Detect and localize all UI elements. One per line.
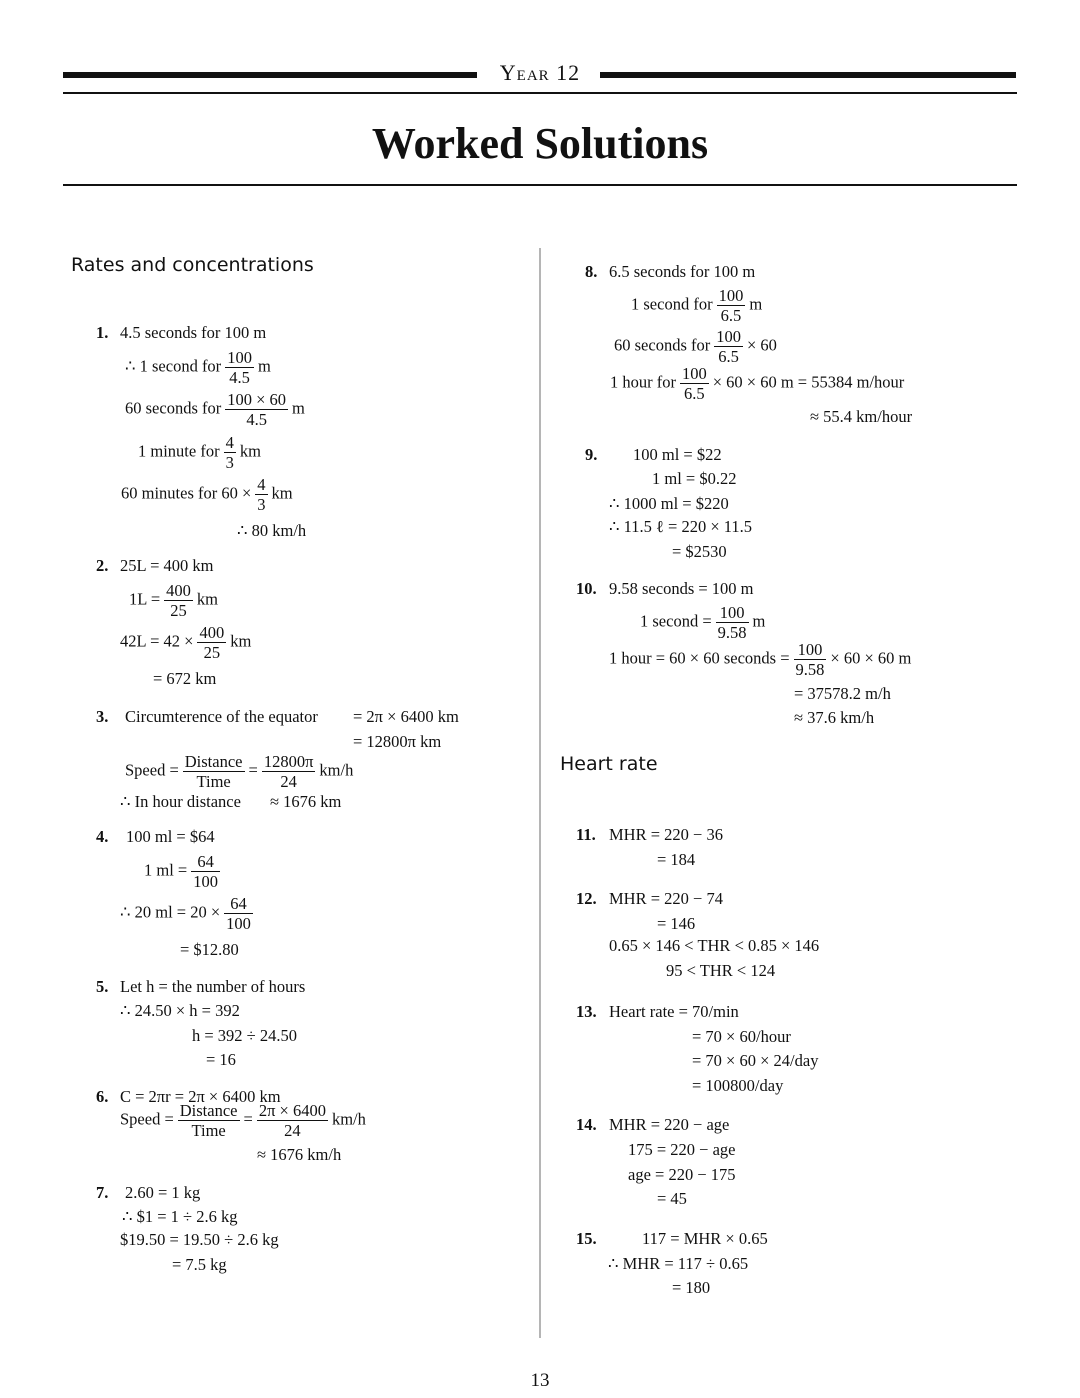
text: km bbox=[230, 631, 252, 651]
solution-line: ≈ 1676 km/h bbox=[257, 1145, 342, 1164]
solution-line: C = 2πr = 2π × 6400 km bbox=[120, 1087, 281, 1106]
solution-line bbox=[129, 581, 218, 620]
question-number: 11. bbox=[576, 825, 596, 844]
numerator: 4 bbox=[257, 475, 266, 494]
denominator: 100 bbox=[193, 872, 218, 891]
solution-line: age = 220 − 175 bbox=[628, 1165, 736, 1184]
section-heading-heart-rate: Heart rate bbox=[560, 753, 658, 775]
solution-line: Heart rate = 70/min bbox=[609, 1002, 739, 1021]
solution-line: = $12.80 bbox=[180, 940, 239, 959]
denominator: 100 bbox=[226, 914, 251, 933]
denominator: 9.58 bbox=[717, 623, 747, 642]
solution-line: 25L = 400 km bbox=[120, 556, 214, 575]
solution-line: ∴ In hour distance bbox=[120, 792, 241, 811]
fraction bbox=[164, 581, 193, 620]
question-number: 10. bbox=[576, 579, 597, 598]
header-rule-right bbox=[600, 72, 1016, 78]
text: Speed = bbox=[120, 1109, 174, 1129]
solution-line bbox=[631, 286, 762, 325]
text: ∴ 20 ml = 20 × bbox=[120, 902, 221, 922]
text: km/h bbox=[331, 1109, 366, 1129]
solution-line: MHR = 220 − age bbox=[609, 1115, 730, 1134]
fraction bbox=[225, 348, 254, 387]
numerator: 400 bbox=[199, 623, 225, 642]
text: × 60 × 60 m bbox=[830, 648, 912, 668]
solution-line: = 70 × 60/hour bbox=[692, 1027, 791, 1046]
text: = bbox=[248, 760, 258, 780]
solution-line bbox=[614, 327, 777, 366]
question-number: 8. bbox=[585, 262, 598, 281]
text: × 60 × 60 m = 55384 m/hour bbox=[712, 372, 905, 392]
fraction bbox=[716, 603, 749, 642]
text: 42L = 42 × bbox=[120, 631, 194, 651]
solution-line: $19.50 = 19.50 ÷ 2.6 kg bbox=[120, 1230, 279, 1249]
header-rule-left bbox=[63, 72, 477, 78]
solution-line bbox=[610, 364, 904, 403]
solution-line: 6.5 seconds for 100 m bbox=[609, 262, 756, 281]
solution-line: 4.5 seconds for 100 m bbox=[120, 323, 267, 342]
page-number: 13 bbox=[530, 1370, 550, 1391]
solution-line bbox=[121, 475, 293, 514]
solution-line bbox=[120, 1101, 366, 1140]
fraction bbox=[224, 894, 253, 933]
column-divider bbox=[539, 248, 541, 1338]
solution-line bbox=[120, 623, 251, 662]
numerator: 100 bbox=[227, 348, 252, 367]
text: 1 minute for bbox=[138, 441, 220, 461]
question-number: 3. bbox=[96, 707, 109, 726]
numerator: 12800π bbox=[263, 752, 314, 771]
solution-line: = 7.5 kg bbox=[172, 1255, 227, 1274]
text: 1 ml = bbox=[144, 860, 188, 880]
solution-line: 1 ml = $0.22 bbox=[652, 469, 737, 488]
solution-line: = 184 bbox=[657, 850, 696, 869]
solution-line: = 45 bbox=[657, 1189, 687, 1208]
question-number: 13. bbox=[576, 1002, 597, 1021]
text: 60 minutes for 60 × bbox=[121, 483, 252, 503]
numerator: 100 × 60 bbox=[227, 390, 287, 409]
fraction bbox=[714, 327, 743, 366]
solution-line: ≈ 1676 km bbox=[270, 792, 342, 811]
question-number: 15. bbox=[576, 1229, 597, 1248]
numerator: 100 bbox=[794, 640, 827, 660]
fraction bbox=[197, 623, 226, 662]
fraction bbox=[257, 1101, 328, 1140]
denominator: 24 bbox=[284, 1121, 301, 1140]
denominator: Time bbox=[196, 772, 231, 791]
fraction bbox=[680, 364, 709, 403]
solution-line bbox=[125, 390, 305, 429]
text: km/h bbox=[319, 760, 354, 780]
solution-line: Circumterence of the equator bbox=[125, 707, 318, 726]
solution-line: ∴ 1000 ml = $220 bbox=[609, 494, 729, 513]
title-rule bbox=[63, 184, 1017, 186]
solution-line bbox=[125, 752, 353, 791]
question-number: 14. bbox=[576, 1115, 597, 1134]
text: 1 hour for bbox=[610, 372, 676, 392]
text: km bbox=[271, 483, 293, 503]
denominator: 3 bbox=[225, 453, 234, 472]
solution-line: = 672 km bbox=[153, 669, 217, 688]
numerator: 2π × 6400 bbox=[258, 1101, 326, 1120]
numerator: 100 bbox=[716, 327, 741, 346]
numerator: 100 bbox=[716, 603, 749, 623]
solution-line: h = 392 ÷ 24.50 bbox=[192, 1026, 297, 1045]
numerator: 4 bbox=[225, 433, 234, 452]
text: Speed = bbox=[125, 760, 179, 780]
question-number: 9. bbox=[585, 445, 598, 464]
solution-line: Let h = the number of hours bbox=[120, 977, 306, 996]
question-number: 2. bbox=[96, 556, 109, 575]
denominator: 9.58 bbox=[795, 660, 825, 679]
question-number: 4. bbox=[96, 827, 109, 846]
solution-line bbox=[125, 348, 271, 387]
solution-line: = 16 bbox=[206, 1050, 236, 1069]
solution-line: ∴ 24.50 × h = 392 bbox=[120, 1001, 240, 1020]
text: 60 seconds for bbox=[125, 398, 222, 418]
numerator: 100 bbox=[718, 286, 744, 305]
solution-line: 9.58 seconds = 100 m bbox=[609, 579, 754, 598]
text: × 60 bbox=[746, 335, 777, 355]
denominator: Time bbox=[191, 1121, 226, 1140]
denominator: 25 bbox=[170, 601, 187, 620]
solution-line: ∴ MHR = 117 ÷ 0.65 bbox=[608, 1254, 749, 1273]
fraction bbox=[225, 390, 288, 429]
numerator: 100 bbox=[681, 364, 707, 383]
fraction bbox=[183, 752, 245, 791]
solution-line: ≈ 55.4 km/hour bbox=[810, 407, 913, 426]
question-number: 1. bbox=[96, 323, 109, 342]
question-number: 6. bbox=[96, 1087, 109, 1106]
solution-line: = 70 × 60 × 24/day bbox=[692, 1051, 819, 1070]
solution-line: = 146 bbox=[657, 914, 696, 933]
text: m bbox=[749, 294, 763, 314]
denominator: 6.5 bbox=[720, 306, 742, 325]
numerator: 64 bbox=[224, 894, 253, 914]
text: m bbox=[292, 398, 305, 418]
fraction bbox=[255, 475, 267, 514]
numerator: Distance bbox=[179, 1101, 238, 1120]
question-number: 7. bbox=[96, 1183, 109, 1202]
denominator: 3 bbox=[257, 495, 266, 514]
text: 1 hour = 60 × 60 seconds = bbox=[609, 648, 790, 668]
solution-line: MHR = 220 − 36 bbox=[609, 825, 723, 844]
numerator: 64 bbox=[191, 852, 220, 872]
solution-line: MHR = 220 − 74 bbox=[609, 889, 723, 908]
text: 1 second for bbox=[631, 294, 713, 314]
solution-line: = 2π × 6400 km bbox=[353, 707, 459, 726]
solution-line: ∴ 11.5 ℓ = 220 × 11.5 bbox=[609, 517, 753, 536]
text: 60 seconds for bbox=[614, 335, 711, 355]
solution-line: = 12800π km bbox=[353, 732, 442, 751]
solution-line: 117 = MHR × 0.65 bbox=[642, 1229, 768, 1248]
solution-line: 100 ml = $22 bbox=[633, 445, 722, 464]
fraction bbox=[224, 433, 236, 472]
solution-line bbox=[144, 852, 224, 891]
denominator: 24 bbox=[280, 772, 297, 791]
fraction bbox=[262, 752, 316, 791]
text: m bbox=[257, 356, 271, 376]
solution-line: 175 = 220 − age bbox=[628, 1140, 736, 1159]
solution-line: = 100800/day bbox=[692, 1076, 784, 1095]
text: m bbox=[752, 611, 766, 631]
solution-line: ∴ 80 km/h bbox=[237, 521, 307, 540]
denominator: 6.5 bbox=[684, 384, 705, 403]
solution-line bbox=[640, 603, 765, 642]
denominator: 6.5 bbox=[718, 347, 739, 366]
question-number: 5. bbox=[96, 977, 109, 996]
solution-line bbox=[120, 894, 257, 933]
numerator: Distance bbox=[184, 752, 243, 771]
solution-line: ≈ 37.6 km/h bbox=[794, 708, 875, 727]
solution-line bbox=[138, 433, 261, 472]
fraction bbox=[191, 852, 220, 891]
solution-line bbox=[609, 640, 911, 679]
numerator: 400 bbox=[166, 581, 191, 600]
text: 1L = bbox=[129, 589, 161, 609]
solution-line: 0.65 × 146 < THR < 0.85 × 146 bbox=[609, 936, 820, 955]
header-rule-under bbox=[63, 92, 1017, 94]
solution-line: = 180 bbox=[672, 1278, 711, 1297]
solution-line: ∴ $1 = 1 ÷ 2.6 kg bbox=[122, 1207, 238, 1226]
solution-line: 95 < THR < 124 bbox=[666, 961, 776, 980]
question-number: 12. bbox=[576, 889, 597, 908]
text: 1 second = bbox=[640, 611, 712, 631]
text: km bbox=[239, 441, 261, 461]
solution-line: 2.60 = 1 kg bbox=[125, 1183, 201, 1202]
solution-line: 100 ml = $64 bbox=[126, 827, 215, 846]
page-title: Worked Solutions bbox=[371, 119, 709, 168]
text: km bbox=[196, 589, 218, 609]
fraction bbox=[178, 1101, 240, 1140]
fraction bbox=[794, 640, 827, 679]
year-label: Year 12 bbox=[499, 60, 581, 85]
denominator: 25 bbox=[203, 643, 221, 662]
solution-line: = $2530 bbox=[672, 542, 727, 561]
text: ∴ 1 second for bbox=[125, 356, 222, 376]
solution-line: = 37578.2 m/h bbox=[794, 684, 891, 703]
denominator: 4.5 bbox=[246, 410, 267, 429]
fraction bbox=[717, 286, 746, 325]
denominator: 4.5 bbox=[229, 368, 250, 387]
section-heading-rates: Rates and concentrations bbox=[71, 254, 314, 276]
text: = bbox=[243, 1109, 253, 1129]
